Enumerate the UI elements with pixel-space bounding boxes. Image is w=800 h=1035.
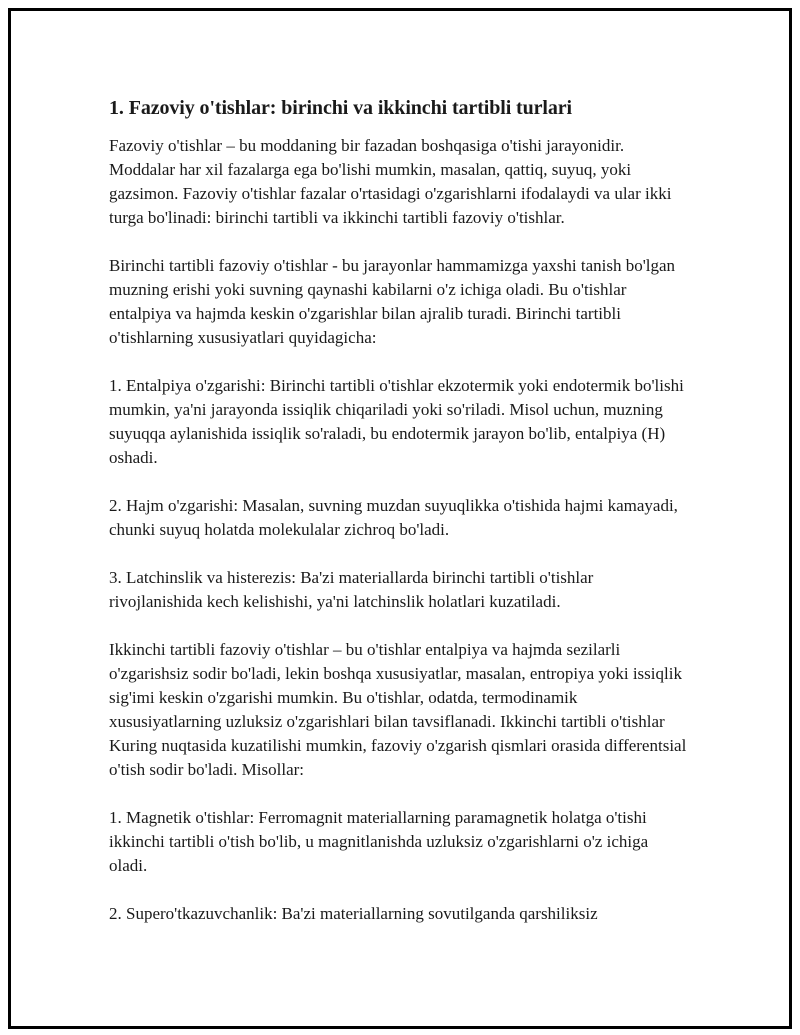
paragraph-first-order: Birinchi tartibli fazoviy o'tishlar - bu jarayonlar hammamizga yaxshi tanish bo'lgan muzning erishi yoki suvning qaynashi kabilarni o'z ichiga oladi. Bu o'tishlar entalpiya va hajmda keskin o'zgarishlar bilan ajralib turadi. Birinchi tartibli o'tishlarning xususiyatlari quyidagicha:: [109, 256, 676, 347]
paragraph-intro: Fazoviy o'tishlar – bu moddaning bir fazadan boshqasiga o'tishi jarayonidir. Moddalar har xil fazalarga ega bo'lishi mumkin, masalan, qattiq, suyuq, yoki gazsimon. Fazoviy o'tishlar fazalar o'rtasidagi o'zgarishlarni ifodalaydi va ular ikki turga bo'linadi: birinchi tartibli va ikkinchi tartibli fazoviy o'tishlar.: [109, 136, 672, 227]
paragraph-magnetic: 1. Magnetik o'tishlar: Ferromagnit materiallarning paramagnetik holatga o'tishi ikkinchi tartibli o'tish bo'lib, u magnitlanishda uzluksiz o'zgarishlarni o'z ichiga oladi.: [109, 808, 649, 875]
paragraph-hysteresis: 3. Latchinslik va histerezis: Ba'zi materiallarda birinchi tartibli o'tishlar rivojlanishida kech kelishishi, ya'ni latchinslik holatlari kuzatiladi.: [109, 568, 594, 611]
paragraph-enthalpy: 1. Entalpiya o'zgarishi: Birinchi tartibli o'tishlar ekzotermik yoki endotermik bo'lishi mumkin, ya'ni jarayonda issiqlik chiqariladi yoki so'riladi. Misol uchun, muzning suyuqqa aylanishida issiqlik so'raladi, bu endotermik jarayon bo'lib, entalpiya (H) oshadi.: [109, 376, 684, 467]
paragraph-second-order: Ikkinchi tartibli fazoviy o'tishlar – bu o'tishlar entalpiya va hajmda sezilarli o'zgarishsiz sodir bo'ladi, lekin boshqa xususiyatlar, masalan, entropiya yoki issiqlik sig'imi keskin o'zgarishi mumkin. Bu o'tishlar, odatda, termodinamik xususiyatlarning uzluksiz o'zgarishlari bilan tavsiflanadi. Ikkinchi tartibli o'tishlar Kuring nuqtasida kuzatilishi mumkin, fazoviy o'zgarish qismlari orasida differentsial o'tish sodir bo'ladi. Misollar:: [109, 640, 687, 779]
document-body: [109, 95, 689, 950]
paragraph-superconductivity: 2. Supero'tkazuvchanlik: Ba'zi materiallarning sovutilganda qarshiliksiz: [109, 904, 598, 923]
paragraph-volume: 2. Hajm o'zgarishi: Masalan, suvning muzdan suyuqlikka o'tishida hajmi kamayadi, chunki suyuq holatda molekulalar zichroq bo'ladi.: [109, 496, 678, 539]
section-heading: 1. Fazoviy o'tishlar: birinchi va ikkinchi tartibli turlari: [109, 97, 572, 119]
